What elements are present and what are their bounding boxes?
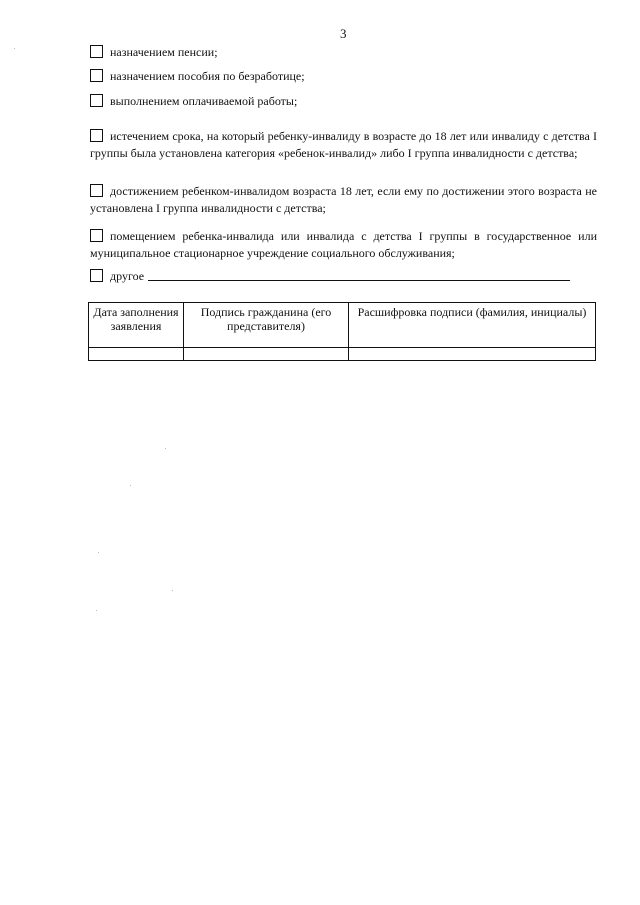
option-unemployment	[90, 68, 597, 85]
option-age-18	[90, 183, 597, 217]
cell-signature[interactable]	[184, 348, 349, 361]
checkbox-placement[interactable]	[90, 229, 103, 242]
checkbox-pension[interactable]	[90, 45, 103, 58]
scan-speck	[165, 448, 166, 449]
page-number: 3	[340, 26, 347, 41]
option-pension-label: назначением пенсии;	[110, 45, 218, 59]
header-date: Дата заполнения заявления	[89, 303, 184, 348]
scan-speck	[96, 610, 97, 611]
other-input-line[interactable]	[148, 268, 570, 281]
option-age-18-label: достижением ребенком-инвалидом возраста 18 лет, если ему по достижении этого возраста не установлена I группа инвалидности с детства;	[90, 184, 597, 215]
option-term-expiry-label: истечением срока, на который ребенку-инвалиду в возрасте до 18 лет или инвалиду с детства I группы была установлена категория «ребенок-инвалид» либо I группа инвалидности с детства;	[90, 129, 597, 160]
option-term-expiry	[90, 128, 597, 162]
cell-decoding[interactable]	[349, 348, 596, 361]
option-paid-work-label: выполнением оплачиваемой работы;	[110, 94, 298, 108]
option-placement	[90, 228, 597, 262]
checkbox-age-18[interactable]	[90, 184, 103, 197]
option-unemployment-label: назначением пособия по безработице;	[110, 69, 305, 83]
signature-table-header	[89, 303, 596, 348]
header-signature: Подпись гражданина (его представителя)	[184, 303, 349, 348]
option-other	[90, 268, 597, 285]
checkbox-other[interactable]	[90, 269, 103, 282]
signature-table-row	[89, 348, 596, 361]
option-pension	[90, 44, 597, 61]
option-placement-label: помещением ребенка-инвалида или инвалида с детства I группы в государственное или муниципальное стационарное учреждение социального обслуживания;	[90, 229, 597, 260]
header-decoding: Расшифровка подписи (фамилия, инициалы)	[349, 303, 596, 348]
signature-table	[88, 302, 596, 361]
scan-speck	[98, 552, 99, 553]
option-paid-work	[90, 93, 597, 110]
scan-speck	[14, 48, 15, 49]
scan-speck	[172, 590, 173, 591]
checkbox-paid-work[interactable]	[90, 94, 103, 107]
checkbox-term-expiry[interactable]	[90, 129, 103, 142]
checkbox-unemployment[interactable]	[90, 69, 103, 82]
option-other-label: другое	[110, 269, 145, 283]
scan-speck	[130, 485, 131, 486]
cell-date[interactable]	[89, 348, 184, 361]
